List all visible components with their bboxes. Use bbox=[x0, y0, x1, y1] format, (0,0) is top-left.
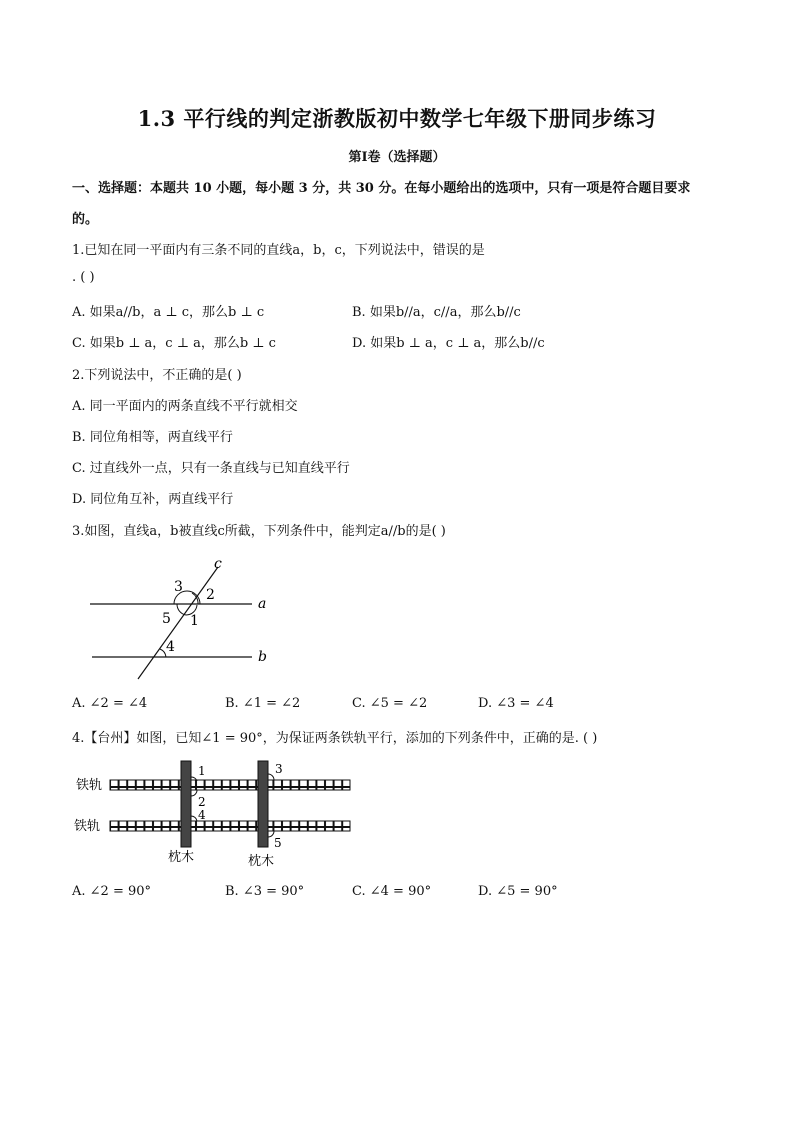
rail-top bbox=[110, 780, 350, 790]
q3-option-c: C. ∠5 = ∠2 bbox=[352, 696, 428, 711]
label-angle-2: 2 bbox=[206, 587, 215, 603]
label-rail-bottom: 铁轨 bbox=[74, 819, 101, 834]
q2-option-c: C. 过直线外一点，只有一条直线与已知直线平行 bbox=[72, 461, 350, 476]
label-angle-4: 4 bbox=[198, 808, 206, 822]
label-c: c bbox=[214, 556, 222, 572]
q4-figure bbox=[70, 757, 360, 872]
q1-option-b: B. 如果b//a，c//a，那么b//c bbox=[352, 305, 521, 320]
q4-option-c: C. ∠4 = 90° bbox=[352, 884, 432, 899]
q3-option-a: A. ∠2 = ∠4 bbox=[72, 696, 148, 711]
section-instructions-line2: 的。 bbox=[72, 212, 99, 227]
q4-option-d: D. ∠5 = 90° bbox=[478, 884, 558, 899]
label-angle-5: 5 bbox=[274, 836, 282, 850]
q4-stem: 4.【台州】如图，已知∠1 = 90°，为保证两条铁轨平行，添加的下列条件中，正确的是. ( ) bbox=[72, 731, 598, 746]
label-angle-2: 2 bbox=[198, 795, 206, 809]
label-angle-5: 5 bbox=[162, 611, 171, 627]
tie-left bbox=[181, 761, 191, 847]
label-angle-1: 1 bbox=[190, 613, 199, 629]
q4-option-a: A. ∠2 = 90° bbox=[72, 884, 152, 899]
section-heading: 第I卷（选择题） bbox=[348, 150, 446, 165]
q2-option-d: D. 同位角互补，两直线平行 bbox=[72, 492, 234, 507]
q1-stem: 1.已知在同一平面内有三条不同的直线a，b，c，下列说法中，错误的是 bbox=[72, 243, 485, 258]
rail-bottom bbox=[110, 821, 350, 831]
q2-option-b: B. 同位角相等，两直线平行 bbox=[72, 430, 233, 445]
q1-option-a: A. 如果a//b，a ⊥ c，那么b ⊥ c bbox=[72, 305, 265, 320]
angle-arc-2 bbox=[191, 790, 197, 796]
q1-stem-cont: . ( ) bbox=[72, 270, 95, 285]
q2-stem: 2.下列说法中，不正确的是( ) bbox=[72, 368, 242, 383]
q3-option-b: B. ∠1 = ∠2 bbox=[225, 696, 301, 711]
label-angle-1: 1 bbox=[198, 764, 206, 778]
page-title: 1.3 平行线的判定浙教版初中数学七年级下册同步练习 bbox=[137, 106, 657, 131]
angle-arc-4 bbox=[191, 816, 197, 821]
q1-option-c: C. 如果b ⊥ a，c ⊥ a，那么b ⊥ c bbox=[72, 336, 276, 351]
q3-option-d: D. ∠3 = ∠4 bbox=[478, 696, 554, 711]
label-tie-left: 枕木 bbox=[168, 850, 195, 865]
section-instructions-line1: 一、选择题：本题共 10 小题，每小题 3 分，共 30 分。在每小题给出的选项中，只有一项是符合题目要求 bbox=[72, 181, 691, 196]
label-angle-4: 4 bbox=[166, 639, 175, 655]
q3-stem: 3.如图，直线a，b被直线c所截，下列条件中，能判定a//b的是( ) bbox=[72, 524, 446, 539]
angle-arc-3 bbox=[268, 774, 274, 780]
q2-option-a: A. 同一平面内的两条直线不平行就相交 bbox=[72, 399, 298, 414]
q4-option-b: B. ∠3 = 90° bbox=[225, 884, 305, 899]
q3-figure bbox=[80, 553, 280, 683]
label-angle-3: 3 bbox=[275, 762, 283, 776]
label-b: b bbox=[258, 649, 267, 665]
q1-option-d: D. 如果b ⊥ a，c ⊥ a，那么b//c bbox=[352, 336, 545, 351]
label-tie-right: 枕木 bbox=[248, 854, 275, 869]
tie-right bbox=[258, 761, 268, 847]
label-a: a bbox=[258, 596, 267, 612]
label-rail-top: 铁轨 bbox=[76, 778, 103, 793]
label-angle-3: 3 bbox=[174, 579, 183, 595]
